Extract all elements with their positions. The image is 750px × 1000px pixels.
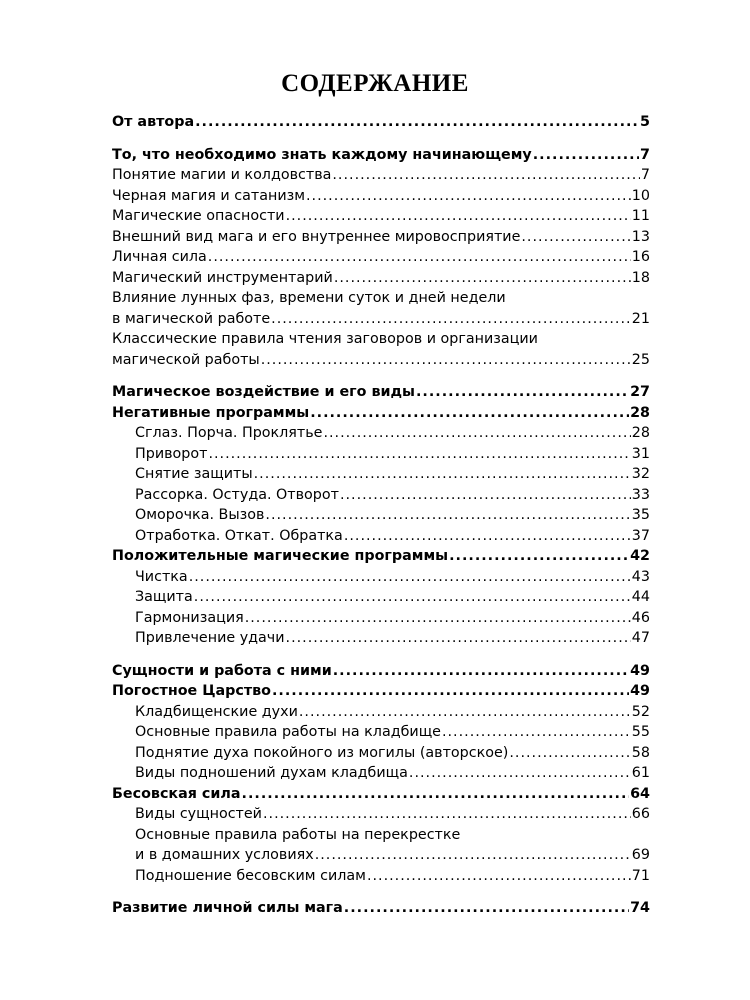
- toc-page-number: 5: [640, 114, 650, 130]
- toc-entry[interactable]: [112, 464, 650, 485]
- dot-leader: [449, 546, 629, 567]
- toc-entry[interactable]: [112, 587, 650, 608]
- toc-entry-title: в магической работе: [112, 310, 271, 327]
- toc-page-number: 27: [630, 384, 650, 400]
- dot-leader: [340, 485, 631, 506]
- toc-entry-title: Подношение бесовским силам: [135, 867, 366, 884]
- toc-entry[interactable]: [112, 763, 650, 784]
- toc-page-number: 25: [631, 351, 650, 368]
- dot-leader: [261, 350, 631, 371]
- dot-leader: [306, 186, 631, 207]
- dot-leader: [332, 165, 640, 186]
- dot-leader: [189, 567, 631, 588]
- toc-entry[interactable]: [112, 288, 650, 329]
- toc-entry-title: То, что необходимо знать каждому начинающему: [112, 146, 532, 163]
- toc-entry[interactable]: [112, 567, 650, 588]
- toc-entry[interactable]: [112, 866, 650, 887]
- toc-page-number: 35: [631, 507, 650, 523]
- toc-subsection-pogost[interactable]: [112, 681, 650, 702]
- toc-entry[interactable]: [112, 485, 650, 506]
- page-title: СОДЕРЖАНИЕ: [281, 70, 469, 97]
- toc-section-magic-influence[interactable]: [112, 382, 650, 403]
- dot-leader: [272, 681, 629, 702]
- dot-leader: [533, 145, 639, 166]
- toc-entry-title: Магическое воздействие и его виды: [112, 384, 415, 400]
- dot-leader: [367, 866, 631, 887]
- toc-page-number: 55: [631, 724, 650, 740]
- dot-leader: [299, 702, 631, 723]
- dot-leader: [315, 845, 631, 866]
- toc-entry[interactable]: [112, 526, 650, 547]
- toc-page-number: 18: [631, 269, 650, 286]
- dot-leader: [344, 898, 629, 919]
- toc-entry-title: Сущности и работа с ними: [112, 662, 332, 679]
- toc-page-number: 11: [631, 208, 650, 224]
- toc-page-number: 32: [631, 466, 650, 482]
- toc-page-number: 42: [630, 548, 650, 564]
- toc-entry-title: Виды подношений духам кладбища: [135, 765, 408, 781]
- toc-page-number: 10: [631, 187, 650, 204]
- toc-entry-title: магической работы: [112, 351, 260, 368]
- toc-entry[interactable]: [112, 505, 650, 526]
- toc-entry-title: От автора: [112, 114, 195, 130]
- dot-leader: [242, 784, 630, 805]
- dot-leader: [333, 661, 629, 682]
- toc-entry-title: Поднятие духа покойного из могилы (авторское): [135, 744, 509, 761]
- table-of-contents: [112, 112, 650, 919]
- dot-leader: [271, 309, 631, 330]
- toc-page-number: 49: [630, 662, 650, 679]
- toc-page-number: 46: [631, 609, 650, 626]
- toc-page-number: 49: [630, 683, 650, 699]
- dot-leader: [323, 423, 630, 444]
- toc-entry-title: Магические опасности: [112, 208, 285, 224]
- dot-leader: [344, 526, 631, 547]
- dot-leader: [409, 763, 631, 784]
- toc-page-number: 61: [631, 765, 650, 781]
- toc-page-number: 13: [631, 228, 650, 245]
- toc-section-entities[interactable]: [112, 661, 650, 682]
- toc-entry-title: Рассорка. Остуда. Отворот: [135, 486, 339, 503]
- toc-entry[interactable]: [112, 227, 650, 248]
- toc-entry[interactable]: [112, 186, 650, 207]
- toc-entry[interactable]: [112, 268, 650, 289]
- toc-page-number: 71: [631, 867, 650, 884]
- toc-entry-title: Чистка: [135, 568, 188, 585]
- toc-page-number: 37: [631, 527, 650, 544]
- dot-leader: [521, 227, 630, 248]
- toc-page-number: 31: [631, 445, 650, 462]
- toc-subsection-negative[interactable]: [112, 403, 650, 424]
- toc-section-personal-power[interactable]: [112, 898, 650, 919]
- toc-entry-title: Развитие личной силы мага: [112, 900, 343, 916]
- toc-page-number: 28: [630, 404, 650, 421]
- toc-entry[interactable]: [112, 444, 650, 465]
- toc-page-number: 7: [640, 146, 650, 163]
- toc-entry[interactable]: [112, 608, 650, 629]
- toc-entry-title-first-line: Влияние лунных фаз, времени суток и дней недели: [112, 290, 506, 306]
- toc-entry-ot-avtora[interactable]: [112, 112, 650, 133]
- dot-leader: [194, 587, 631, 608]
- toc-entry[interactable]: [112, 247, 650, 268]
- toc-entry-title: Отработка. Откат. Обратка: [135, 527, 343, 544]
- toc-page-number: 7: [640, 167, 650, 183]
- toc-subsection-positive[interactable]: [112, 546, 650, 567]
- toc-page-number: 16: [631, 249, 650, 265]
- toc-entry-title: Погостное Царство: [112, 683, 271, 699]
- toc-entry-title: Защита: [135, 589, 193, 605]
- toc-entry-title: Снятие защиты: [135, 466, 253, 482]
- toc-page-number: 28: [631, 425, 650, 441]
- toc-page-number: 47: [631, 630, 650, 646]
- toc-section-beginner[interactable]: [112, 145, 650, 166]
- dot-leader: [208, 444, 630, 465]
- toc-entry[interactable]: [112, 329, 650, 370]
- toc-page-number: 52: [631, 703, 650, 720]
- toc-entry[interactable]: [112, 165, 650, 186]
- dot-leader: [442, 722, 631, 743]
- toc-page-number: 43: [631, 568, 650, 585]
- toc-page-number: 58: [631, 744, 650, 761]
- dot-leader: [286, 206, 631, 227]
- toc-entry-title-first-line: Основные правила работы на перекрестке: [135, 826, 461, 843]
- toc-entry[interactable]: [112, 825, 650, 866]
- dot-leader: [208, 247, 631, 268]
- toc-entry-title: Приворот: [135, 445, 208, 462]
- toc-entry-title: Сглаз. Порча. Проклятье: [135, 425, 323, 441]
- toc-entry-title: Понятие магии и колдовства: [112, 167, 332, 183]
- dot-leader: [265, 505, 630, 526]
- toc-entry-title: Магический инструментарий: [112, 269, 333, 286]
- toc-entry-title: Основные правила работы на кладбище: [135, 724, 441, 740]
- toc-entry[interactable]: [112, 804, 650, 825]
- toc-page-number: 69: [631, 847, 650, 863]
- toc-subsection-besovskaya[interactable]: [112, 784, 650, 805]
- toc-entry-title: Положительные магические программы: [112, 548, 449, 564]
- toc-page-number: 44: [631, 589, 650, 605]
- toc-entry-title: Личная сила: [112, 249, 207, 265]
- toc-entry-title: Гармонизация: [135, 609, 244, 626]
- toc-entry-title: Привлечение удачи: [135, 630, 285, 646]
- toc-entry-title-first-line: Классические правила чтения заговоров и организации: [112, 331, 538, 347]
- toc-entry-title: Черная магия и сатанизм: [112, 187, 305, 204]
- toc-entry[interactable]: [112, 743, 650, 764]
- toc-entry-title: и в домашних условиях: [135, 847, 314, 863]
- dot-leader: [310, 403, 629, 424]
- toc-entry[interactable]: [112, 628, 650, 649]
- dot-leader: [195, 112, 639, 133]
- toc-page-number: 33: [631, 486, 650, 503]
- toc-entry[interactable]: [112, 722, 650, 743]
- dot-leader: [286, 628, 631, 649]
- dot-leader: [254, 464, 631, 485]
- toc-page-number: 66: [631, 806, 650, 822]
- dot-leader: [509, 743, 630, 764]
- toc-entry[interactable]: [112, 206, 650, 227]
- dot-leader: [334, 268, 631, 289]
- toc-entry-title: Кладбищенские духи: [135, 703, 298, 720]
- toc-entry[interactable]: [112, 423, 650, 444]
- toc-entry-title: Оморочка. Вызов: [135, 507, 265, 523]
- toc-entry-title: Внешний вид мага и его внутреннее мировосприятие: [112, 228, 521, 245]
- toc-page-number: 64: [630, 785, 650, 802]
- toc-page-number: 21: [631, 310, 650, 327]
- dot-leader: [263, 804, 631, 825]
- toc-entry-title: Негативные программы: [112, 404, 310, 421]
- toc-page-number: 74: [630, 900, 650, 916]
- toc-entry-title: Бесовская сила: [112, 785, 241, 802]
- toc-entry-title: Виды сущностей: [135, 806, 262, 822]
- dot-leader: [416, 382, 629, 403]
- toc-entry[interactable]: [112, 702, 650, 723]
- dot-leader: [245, 608, 631, 629]
